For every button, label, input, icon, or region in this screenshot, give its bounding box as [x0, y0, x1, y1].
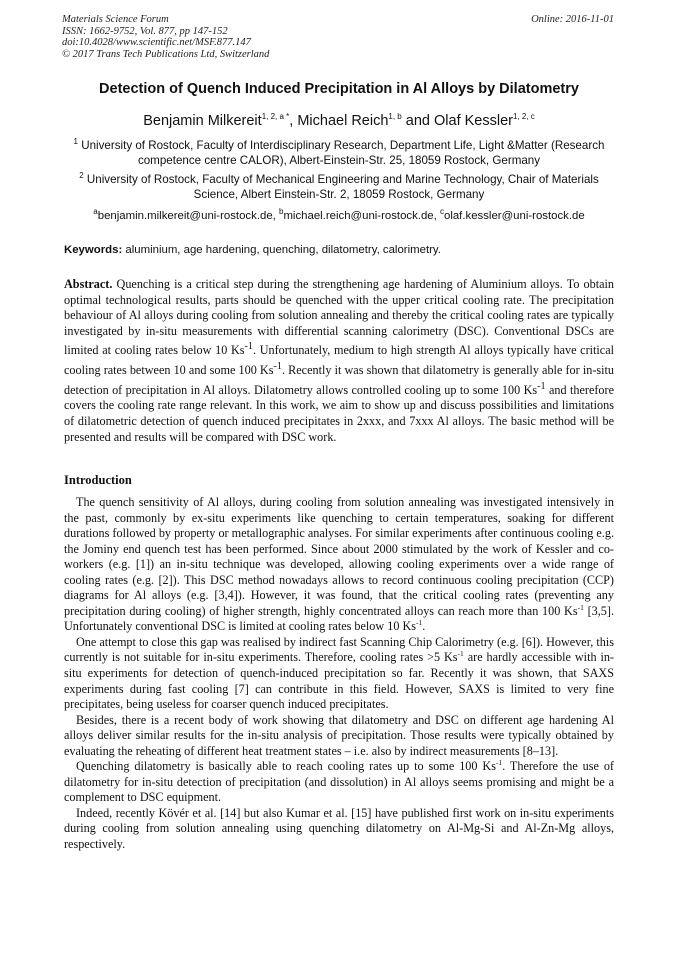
- doi-line: doi:10.4028/www.scientific.net/MSF.877.147: [62, 37, 251, 49]
- email-a-marker: a: [93, 207, 98, 217]
- abstract: [64, 277, 614, 445]
- abstract-superscript: -1: [244, 341, 253, 353]
- introduction-heading: Introduction: [64, 473, 132, 487]
- affiliation-1-text: University of Rostock, Faculty of Interdisciplinary Research, Department Life, Light &Matter (Research competence centre CALOR), Albert-Einstein-Str. 25, 18059 Rostock, Germany: [78, 139, 605, 167]
- keywords-text: aluminium, age hardening, quenching, dilatometry, calorimetry.: [122, 244, 441, 256]
- email-c: olaf.kessler@uni-rostock.de: [443, 210, 585, 222]
- journal-name: Materials Science Forum: [62, 14, 169, 25]
- intro-paragraph-3: Besides, there is a recent body of work showing that dilatometry and DSC on different age hardening Al alloys deliver similar results for the in-situ analysis of precipitation. Those results were typically obtained by evaluating the reheating of different heat treatment states – i.e. also by indirect measurements [8–13].: [64, 712, 614, 758]
- affiliation-2-text: University of Rostock, Faculty of Mechanical Engineering and Marine Technology, Chair of Materials Science, Albert Einstein-Str. 2, 18059 Rostock, Germany: [83, 173, 599, 201]
- abstract-superscript: -1: [273, 361, 282, 373]
- intro-paragraph-2: [64, 635, 614, 713]
- intro-superscript: -1: [577, 602, 584, 612]
- issn-line: ISSN: 1662-9752, Vol. 877, pp 147-152: [62, 25, 228, 37]
- intro-text: . Therefore the use of dilatometry for in-situ detection of precipitation (and dissolution) in Al alloys seems promising and might be a complement to DSC equipment.: [64, 759, 614, 805]
- author-1-affil: 1, 2, a *: [261, 112, 290, 122]
- abstract-text: . Unfortunately, medium to high strength Al alloys typically have critical cooling rates between 10 and some 100 Ks: [64, 343, 614, 378]
- email-line: [40, 207, 638, 222]
- paper-title: Detection of Quench Induced Precipitation in Al Alloys by Dilatometry: [99, 81, 579, 97]
- affiliation-1-number: 1: [73, 137, 78, 147]
- online-date: Online: 2016-11-01: [531, 14, 614, 25]
- intro-superscript: -1: [495, 758, 503, 768]
- email-c-marker: c: [439, 207, 444, 217]
- keywords: [64, 244, 624, 256]
- keywords-label: Keywords:: [64, 244, 123, 256]
- author-3: Olaf Kessler: [434, 113, 513, 129]
- intro-paragraph-4: [64, 759, 614, 806]
- intro-text: One attempt to close this gap was realised by indirect fast Scanning Chip Calorimetry (e.g. [6]). However, this currently is not suitable for in-situ experiments. Therefore, cooling rates >5 Ks: [64, 634, 614, 665]
- intro-paragraph-5: Indeed, recently Kövér et al. [14] but also Kumar et al. [15] have published first work on in-situ experiments during cooling from solution annealing using quenching dilatometry on Al-Mg-Si and Al-Zn-Mg alloys, respectively.: [64, 805, 614, 852]
- affiliation-2: [70, 172, 608, 202]
- abstract-label: Abstract.: [64, 277, 113, 291]
- abstract-text: Quenching is a critical step during the strengthening age hardening of Aluminium alloys. To obtain optimal technological results, parts should be quenched with the upper critical cooling rate. The precipitation behaviour of Al alloys during cooling from solution annealing and thereby the critical cooling rates are typically investigated by in-situ measurements with differential scanning calorimetry (DSC). Conventional DSCs are limited at cooling rates below 10 Ks: [64, 277, 614, 358]
- author-separator: and: [401, 113, 434, 129]
- journal-header: [62, 14, 269, 60]
- author-1: Benjamin Milkereit: [143, 113, 262, 129]
- introduction-body: [64, 495, 614, 853]
- author-3-affil: 1, 2, c: [512, 112, 535, 122]
- abstract-superscript: -1: [537, 380, 546, 392]
- intro-superscript: -1: [457, 649, 464, 659]
- intro-superscript: -1: [416, 618, 423, 628]
- author-line: [40, 113, 638, 129]
- intro-paragraph-1: [64, 495, 614, 635]
- email-b-marker: b: [278, 207, 284, 217]
- author-2: Michael Reich: [297, 113, 389, 129]
- affiliation-2-number: 2: [79, 171, 84, 181]
- abstract-text: . Recently it was shown that dilatometry is generally able for in-situ detection of precipitation in Al alloys. Dilatometry allows controlled cooling up to some 100 Ks: [64, 363, 614, 397]
- intro-text: [3,5]. Unfortunately conventional DSC is limited at cooling rates below 10 Ks: [64, 603, 614, 634]
- email-a: benjamin.milkereit@uni-rostock.de,: [97, 210, 279, 222]
- copyright-line: © 2017 Trans Tech Publications Ltd, Switzerland: [62, 48, 270, 60]
- intro-text: are hardly accessible with in-situ experiments for detection of quench-induced precipitation so far. Recently it was shown, that SAXS experiments during fast cooling [7] can contribute in this field. However, SAXS is limited to very fine precipitates, being useless for coarser quench induced precipitates.: [64, 650, 614, 712]
- intro-text: The quench sensitivity of Al alloys, during cooling from solution annealing was investigated intensively in the past, commonly by ex-situ experiments like quenching to certain temperatures, soaking for different durations followed by property or metallographic analyses. For similar experiments after continuous cooling e.g. the Jominy end quench test has been performed. Since about 2000 stimulated by the work of Kessler and co-workers (e.g. [1]) an in-situ technique was developed, allowing cooling experiments over a wide range of cooling rates (e.g. [2]). This DSC method nowadays allows to record continuous cooling precipitation (CCP) diagrams for Al alloys (e.g. [3,4]). However, it was found, that the critical cooling rates (preventing any precipitation during cooling) of higher strength, highly concentrated alloys can reach more than 100 Ks: [64, 495, 614, 618]
- intro-text: .: [422, 619, 426, 634]
- author-2-affil: 1, b: [388, 112, 402, 122]
- affiliation-1: [70, 138, 608, 168]
- email-b: michael.reich@uni-rostock.de,: [283, 210, 440, 222]
- author-separator: ,: [289, 113, 298, 129]
- intro-text: Quenching dilatometry is basically able to reach cooling rates up to some 100 Ks: [76, 759, 496, 774]
- abstract-text: and therefore covers the cooling rate range relevant. In this work, we aim to show up and discuss possibilities and limitations of dilatometric detection of quench induced precipitates in 2xxx, and 7xxx Al alloys. The basic method will be presented and results will be compared with DSC work.: [64, 382, 614, 444]
